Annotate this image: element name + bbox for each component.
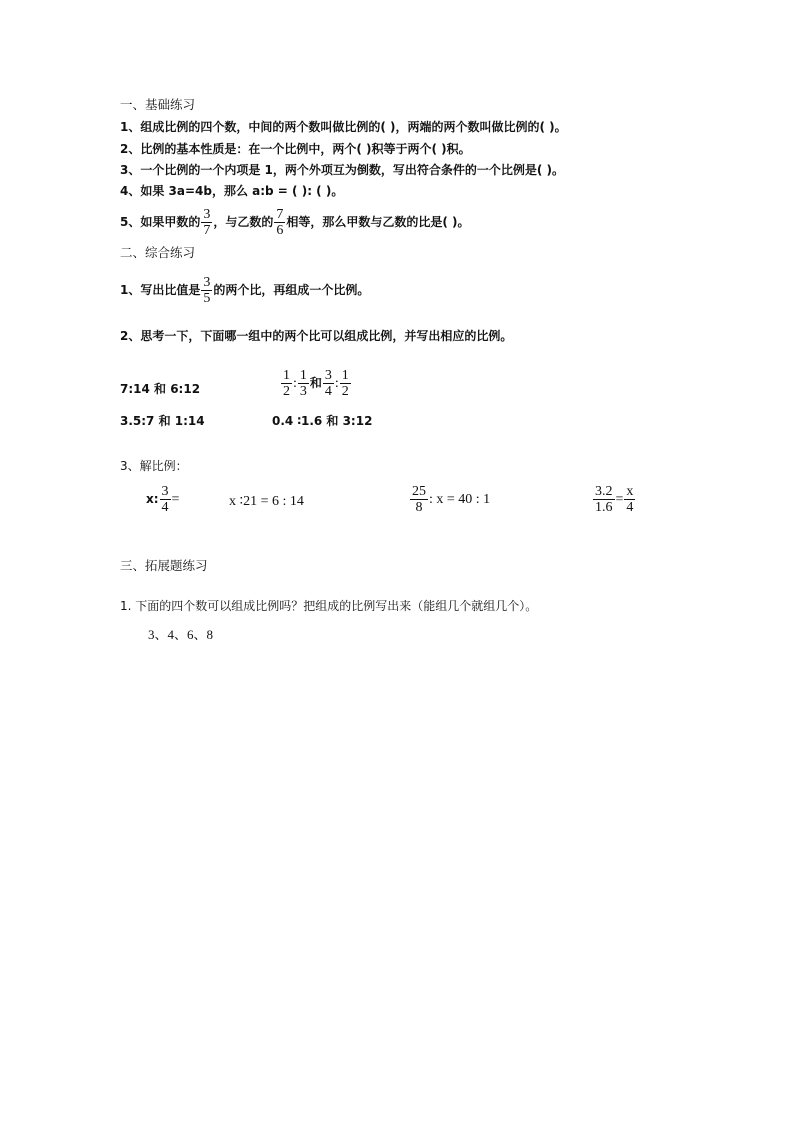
pair-b-frac-3-num: 3: [324, 368, 332, 383]
ratio-pair-b: [280, 368, 352, 399]
pair-b-frac-4: [340, 368, 351, 399]
equation-3: [409, 484, 490, 515]
pair-b-colon-1: :: [293, 376, 297, 391]
question-2-3: 3、解比例：: [120, 459, 188, 473]
question-1-1: 1、组成比例的四个数，中间的两个数叫做比例的( )，两端的两个数叫做比例的( )。: [120, 120, 567, 134]
q5-text-2: ，与乙数的: [213, 215, 274, 229]
eq4-equals: =: [615, 492, 624, 507]
pair-b-frac-1-num: 1: [283, 368, 290, 383]
question-1-4: 4、如果 3a=4b，那么 a:b = ( ): ( )。: [120, 184, 344, 198]
pair-b-and: 和: [309, 376, 322, 390]
pair-b-frac-4-den: 2: [341, 384, 349, 399]
question-3-1: 1. 下面的四个数可以组成比例吗？把组成的比例写出来（能组几个就组几个）。: [120, 599, 538, 613]
q5-text-1: 5、如果甲数的: [120, 215, 201, 229]
pair-b-frac-2-den: 3: [299, 384, 307, 399]
section1-title: 一、基础练习: [120, 97, 196, 112]
q21-text-2: 的两个比，再组成一个比例。: [213, 283, 370, 297]
question-1-5: [120, 207, 470, 238]
q5-fraction-2: [274, 207, 285, 238]
q5-fraction-1: [201, 207, 212, 238]
q5-text-3: 相等，那么甲数与乙数的比是( )。: [286, 215, 470, 229]
q5-f1-denominator: 7: [203, 223, 211, 238]
pair-b-frac-2-num: 1: [299, 368, 307, 383]
section2-title: 二、综合练习: [120, 245, 196, 260]
eq3-denominator: 8: [410, 499, 428, 515]
pair-b-frac-3-den: 4: [324, 384, 332, 399]
eq1-left: x:: [146, 492, 159, 506]
ratio-pair-a: 7:14 和 6:12: [120, 382, 201, 396]
section3-title: 三、拓展题练习: [120, 558, 208, 573]
eq1-numerator: 3: [161, 484, 169, 499]
eq4-left-denominator: 1.6: [595, 500, 613, 515]
eq4-left-fraction: [593, 484, 615, 515]
equation-1: [146, 484, 179, 515]
eq3-fraction: [410, 484, 428, 515]
question-1-2: 2、比例的基本性质是：在一个比例中，两个( )积等于两个( )积。: [120, 142, 471, 156]
pair-b-colon-2: :: [334, 376, 339, 391]
pair-b-frac-2: [298, 368, 309, 399]
q5-f2-numerator: 7: [276, 207, 284, 222]
pair-b-frac-3: [323, 368, 334, 399]
question-2-2: 2、思考一下，下面哪一组中的两个比可以组成比例，并写出相应的比例。: [120, 329, 513, 343]
eq4-right-numerator: x: [626, 484, 634, 499]
pair-b-frac-1: [281, 368, 292, 399]
pair-b-frac-4-num: 1: [341, 368, 349, 383]
question-2-1: [120, 275, 369, 306]
eq1-right: =: [171, 492, 180, 507]
q21-fraction: [201, 275, 212, 306]
eq4-left-numerator: 3.2: [595, 484, 613, 499]
equation-4: [592, 484, 636, 515]
question-1-3: 3、一个比例的一个内项是 1，两个外项互为倒数，写出符合条件的一个比例是( )。: [120, 163, 565, 177]
eq3-right: : x = 40 : 1: [429, 492, 491, 507]
pair-b-frac-1-den: 2: [283, 384, 290, 399]
ratio-pair-c: 3.5:7 和 1:14: [120, 414, 205, 428]
eq4-right-denominator: 4: [626, 500, 634, 515]
number-set: 3、4、6、8: [148, 627, 214, 642]
eq3-numerator: 25: [412, 484, 426, 499]
eq1-denominator: 4: [161, 500, 169, 515]
q5-f2-denominator: 6: [276, 223, 284, 238]
ratio-pair-d: 0.4 ∶1.6 和 3:12: [272, 414, 373, 428]
q21-text-1: 1、写出比值是: [120, 283, 201, 297]
q5-f1-numerator: 3: [203, 207, 211, 222]
q21-numerator: 3: [203, 275, 211, 290]
eq4-right-fraction: [624, 484, 635, 515]
equation-2: x ∶21 = 6 : 14: [229, 494, 304, 509]
q21-denominator: 5: [203, 291, 211, 306]
eq1-fraction: [160, 484, 171, 515]
